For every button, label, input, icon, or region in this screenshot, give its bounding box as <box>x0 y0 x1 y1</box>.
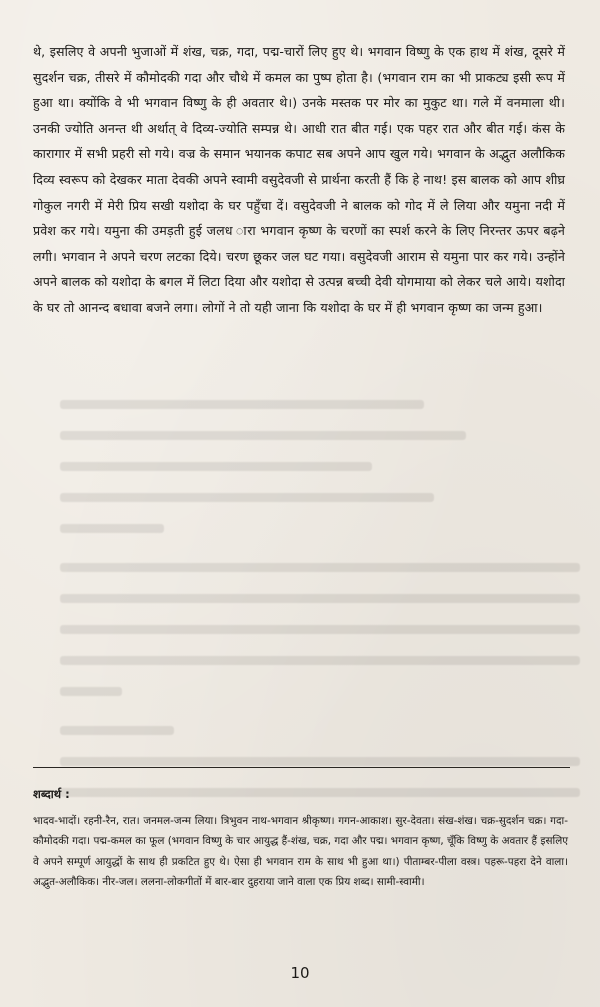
glossary-heading: शब्दार्थ : <box>33 787 70 801</box>
footnote-divider <box>33 767 570 768</box>
show-through-text <box>60 400 580 820</box>
glossary-text: भादव-भादों। रहनी-रैन, रात। जनमल-जन्म लिया। त्रिभुवन नाथ-भगवान श्रीकृष्ण। गगन-आकाश। सुर-देवता। संख-शंख। चक्र-सुदर्शन चक्र। गदा-कौमोदकी गदा। पद्म-कमल का फूल (भगवान विष्णु के चार आयुद्ध हैं-शंख, चक्र, गदा और पद्म। भगवान कृष्ण, चूँकि विष्णु के अवतार हैं इसलिए वे अपने सम्पूर्ण आयुद्धों के साथ ही प्रकटित हुए थे। ऐसा ही भगवान राम के साथ भी हुआ था।) पीताम्बर-पीला वस्त्र। पहरू-पहरा देने वाला। अद्भुत-अलौकिक। नीर-जल। ललना-लोकगीतों में बार-बार दुहराया जाने वाला एक प्रिय शब्द। सामी-स्वामी। <box>33 815 568 888</box>
page-number: 10 <box>290 964 310 982</box>
main-paragraph: थे, इसलिए वे अपनी भुजाओं में शंख, चक्र, गदा, पद्म-चारों लिए हुए थे। भगवान विष्णु के एक हाथ में शंख, दूसरे में सुदर्शन चक्र, तीसरे में कौमोदकी गदा और चौथे में कमल का पुष्प होता है। (भगवान राम का भी प्राकट्य इसी रूप में हुआ था। क्योंकि वे भी भगवान विष्णु के ही अवतार थे।) उनके मस्तक पर मोर का मुकुट था। गले में वनमाला थी। उनकी ज्योति अनन्त थी अर्थात् वे दिव्य-ज्योति सम्पन्न थे। आधी रात बीत गई। एक पहर रात और बीत गई। कंस के कारागार में सभी प्रहरी सो गये। वज्र के समान भयानक कपाट सब अपने आप खुल गये। भगवान के अद्भुत अलौकिक दिव्य स्वरूप को देखकर माता देवकी अपने स्वामी वसुदेवजी से प्रार्थना करती हैं कि हे नाथ! इस बालक को आप शीघ्र गोकुल नगरी में मेरी प्रिय सखी यशोदा के घर पहुँचा दें। वसुदेवजी ने बालक को गोद में ले लिया और यमुना नदी में प्रवेश कर गये। यमुना की उमड़ती हुई जलध ारा भगवान कृष्ण के चरणों का स्पर्श करने के लिए निरन्तर ऊपर बढ़ने लगी। भगवान ने अपने चरण लटका दिये। चरण छूकर जल घट गया। वसुदेवजी आराम से यमुना पार कर गये। उन्होंने अपने बालक को यशोदा के बगल में लिटा दिया और यशोदा से उत्पन्न बच्ची देवी योगमाया को लेकर चले आये। यशोदा के घर तो आनन्द बधावा बजने लगा। लोगों ने तो यही जाना कि यशोदा के घर में ही भगवान कृष्ण का जन्म हुआ। <box>33 44 565 315</box>
